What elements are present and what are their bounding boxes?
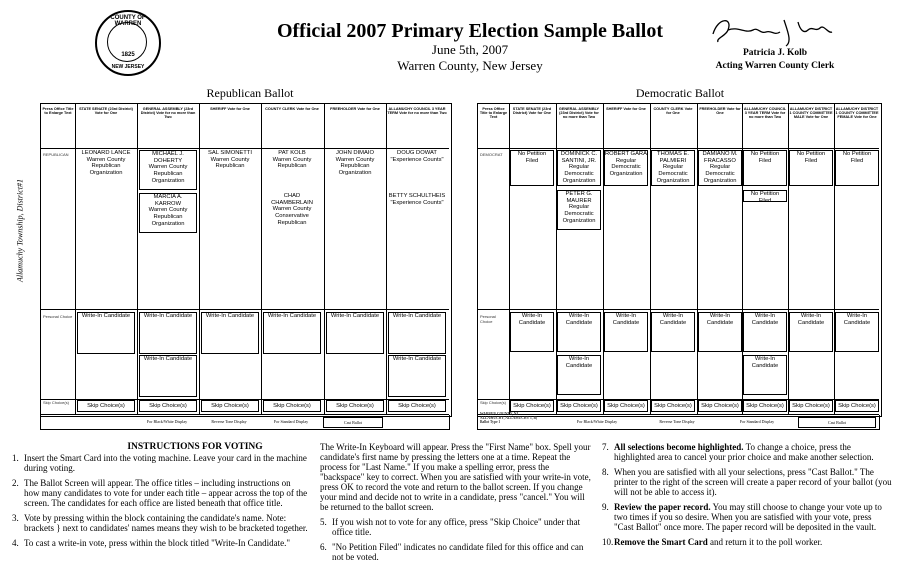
office-header[interactable]: FREEHOLDER Vote for One [330,107,380,111]
candidate-cell[interactable]: No Petition Filed [743,190,787,202]
candidate-cell[interactable]: ROBERT GARA Regular Democratic Organization [604,150,648,186]
instruction-text: "No Petition Filed" indicates no candidate filed for this office and can not be voted. [332,542,584,562]
office-header[interactable]: ALLAMUCHY DISTRICT 1 COUNTY COMMITTEE FEMALE Vote for One [835,107,879,120]
office-header[interactable]: STATE SENATE (23rd District) Vote for One [512,107,552,116]
candidate-cell[interactable]: MICHAEL J. DOHERTY Warren County Republican Organization [139,150,197,190]
skip-choice-button[interactable]: Skip Choice(s) [510,400,554,412]
write-in-button[interactable]: Write-In Candidate [698,312,742,352]
skip-choice-button[interactable]: Skip Choice(s) [557,400,601,412]
instruction-item [602,467,892,497]
instruction-number: 3. [12,513,19,523]
instruction-item [12,513,308,533]
instruction-item [12,453,308,473]
candidate-cell[interactable]: LEONARD LANCE Warren County Republican Organization [77,150,135,190]
write-in-button[interactable]: Write-In Candidate [263,312,321,354]
candidate-cell[interactable]: DAMIANO M. FRACASSO Regular Democratic Organization [698,150,742,186]
instruction-item [602,442,892,462]
instruction-number: 5. [320,517,327,527]
skip-choice-button[interactable]: Skip Choice(s) [139,400,197,412]
instruction-number: 10. [602,537,614,547]
county-name: Warren County, New Jersey [397,58,543,73]
office-header[interactable]: STATE SENATE (23rd District) Vote for One [79,107,133,116]
write-in-button[interactable]: Write-In Candidate [77,312,135,354]
page-title: Official 2007 Primary Election Sample Ballot [276,20,664,42]
office-header[interactable]: ALLAMUCHY COUNCIL 3 YEAR TERM Vote for no more than Two [387,107,447,116]
district-side-label: Allamuchy Township, District#1 [15,178,25,283]
instruction-number: 9. [602,502,609,512]
instruction-text: The Ballot Screen will appear. The office titles – including instructions on how many candidates to vote for under each title – appear across the top of the screen. The candidates for each office are listed beneath that office title. [24,478,308,508]
candidate-cell[interactable]: BETTY SCHULTHEIS "Experience Counts" [388,193,446,233]
party-label: REPUBLICAN [43,152,69,157]
skip-choice-button[interactable]: Skip Choice(s) [326,400,384,412]
instruction-emphasis: All selections become highlighted. [614,442,744,452]
instruction-item [320,542,592,562]
office-header[interactable]: FREEHOLDER Vote for One [699,107,741,116]
democratic-ballot-footer [477,412,880,430]
seal-year: 1825 [121,52,135,58]
seal-ring-top: COUNTY OF WARREN [110,15,146,27]
instruction-item [12,478,308,508]
write-in-button[interactable]: Write-In Candidate [510,312,554,352]
candidate-cell[interactable]: DOMINICK C. SANTINI, JR. Regular Democratic Organization [557,150,601,186]
skip-label: Skip Choice(s) [43,400,70,405]
skip-label: Skip Choice(s) [480,400,507,405]
candidate-cell[interactable]: JOHN DIMAIO Warren County Republican Organization [326,150,384,190]
instruction-text: You may still choose to change your vote up to two times if you so desire. When you are satisfied with your vote, press "Cast Ballot" once more. The paper record will be deposited in the vault. [614,502,882,532]
personal-choice-label: Personal Choice [43,314,73,319]
write-in-button[interactable]: Write-In Candidate [388,355,446,397]
candidate-cell[interactable]: No Petition Filed [743,150,787,186]
office-header[interactable]: ALLAMUCHY COUNCIL 3 YEAR TERM Vote for no more than Two [743,107,787,120]
display-mode-button[interactable]: Reverse Tone Display [211,419,247,424]
candidate-cell[interactable]: No Petition Filed [835,150,879,186]
candidate-cell[interactable]: No Petition Filed [789,150,833,186]
instructions-column-2 [320,442,592,567]
write-in-button[interactable]: Write-In Candidate [201,312,259,354]
instruction-number: 2. [12,478,19,488]
republican-ballot-footer [40,415,450,430]
row-divider [478,309,879,310]
office-header[interactable]: SHERIFF Vote for One [606,107,646,111]
write-in-button[interactable]: Write-In Candidate [743,312,787,352]
display-mode-button[interactable]: For Standard Display [273,419,309,424]
display-mode-button[interactable]: For Black/White Display [576,419,618,424]
column-divider [261,104,262,414]
row-divider [41,148,449,149]
office-header[interactable]: COUNTY CLERK Vote for One [653,107,693,116]
write-in-button[interactable]: Write-In Candidate [557,312,601,352]
write-in-instructions: The Write-In Keyboard will appear. Press the "First Name" box. Spell your candidate's first name by pressing the letters one at a time. Repeat the process for "Last Name." If you make a spelling error, press the "backspace" key to correct. When you are satisfied with your write-in vote, press OK to record the vote and return to the ballot screen. If you change your mind and decide not to write in a candidate, press "cancel." You will be returned to the ballot screen. [320,442,591,512]
instruction-number: 4. [12,538,19,548]
row-divider [478,148,879,149]
instruction-item [602,502,892,532]
write-in-button[interactable]: Write-In Candidate [388,312,446,354]
office-header[interactable]: GENERAL ASSEMBLY (23rd District) Vote for no more than Two [558,107,600,120]
instruction-text: To change a choice, press the highlighted area to cancel your prior choice and make another selection. [614,442,874,462]
instructions-column-3 [602,442,892,552]
candidate-cell[interactable]: PAT KOLB Warren County Republican [263,150,321,190]
display-mode-button[interactable]: For Black/White Display [146,419,188,424]
clerk-signature [708,12,838,50]
candidate-cell[interactable]: THOMAS E. PALMIERI Regular Democratic Organization [651,150,695,186]
instruction-text: To cast a write-in vote, press within the block titled "Write-In Candidate." [24,538,291,548]
display-mode-button[interactable]: Reverse Tone Display [659,419,695,424]
skip-choice-button[interactable]: Skip Choice(s) [604,400,648,412]
personal-choice-label: Personal Choice [480,314,496,324]
skip-choice-button[interactable]: Skip Choice(s) [743,400,787,412]
column-divider [386,104,387,414]
write-in-button[interactable]: Write-In Candidate [651,312,695,352]
instruction-number: 6. [320,542,327,552]
instruction-number: 7. [602,442,609,452]
write-in-button[interactable]: Write-In Candidate [789,312,833,352]
skip-choice-button[interactable]: Skip Choice(s) [789,400,833,412]
office-title-header: Press Office Title to Enlarge Text [42,107,74,116]
ballot-footer-label: WARREN COUNTY, NJ ALLAMUCHY, ALLAMUCHY 1, B) Ballot Type 1 [480,412,538,424]
candidate-cell[interactable]: MARCIA A. KARROW Warren County Republican Organization [139,193,197,233]
column-divider [75,104,76,414]
display-mode-button[interactable]: Cast Ballot [323,417,383,428]
instruction-number: 1. [12,453,19,463]
candidate-cell[interactable]: DOUG DOWAT "Experience Counts" [388,150,446,190]
column-divider [324,104,325,414]
instruction-text: Vote by pressing within the block containing the candidate's name. Note: brackets } next to candidates' names means they wish to be bracketed together. [24,513,308,533]
write-in-button[interactable]: Write-In Candidate [139,312,197,354]
skip-choice-button[interactable]: Skip Choice(s) [698,400,742,412]
office-header[interactable]: COUNTY CLERK Vote for One [265,107,319,111]
instruction-emphasis: Review the paper record. [614,502,711,512]
write-in-button[interactable]: Write-In Candidate [604,312,648,352]
seal-ring-bottom: NEW JERSEY [111,64,145,70]
county-seal [95,10,161,76]
instruction-item [602,537,892,547]
instruction-text: If you wish not to vote for any office, press "Skip Choice" under that office title. [332,517,581,537]
skip-choice-button[interactable]: Skip Choice(s) [388,400,446,412]
election-date: June 5th, 2007 [431,42,509,57]
office-header[interactable]: SHERIFF Vote for One [210,107,250,111]
column-divider [199,104,200,414]
skip-choice-button[interactable]: Skip Choice(s) [263,400,321,412]
row-divider [41,309,449,310]
democratic-ballot-heading: Democratic Ballot [635,86,725,100]
candidate-cell[interactable]: PETER G. MAURER Regular Democratic Organization [557,190,601,230]
instruction-item [320,517,592,537]
write-in-button[interactable]: Write-In Candidate [743,355,787,395]
display-mode-button[interactable]: Cast Ballot [798,417,876,428]
write-in-button[interactable]: Write-In Candidate [139,355,197,397]
instruction-emphasis: Remove the Smart Card [614,537,708,547]
candidate-cell[interactable]: CHAD CHAMBERLAIN Warren County Conservative Republican [263,193,321,233]
democratic-ballot [477,103,882,417]
office-title-header: Press Office Title to Enlarge Text [479,107,508,120]
republican-ballot [40,103,452,417]
instruction-number: 8. [602,467,609,477]
office-header[interactable]: ALLAMUCHY DISTRICT 1 COUNTY COMMITTEE MALE Vote for One [789,107,833,120]
column-divider [137,104,138,414]
instructions-column-1 [12,453,308,553]
candidate-cell[interactable]: No Petition Filed [510,150,554,186]
instruction-text: Insert the Smart Card into the voting machine. Leave your card in the machine during voting. [24,453,307,473]
clerk-name: Patricia J. Kolb [742,48,808,58]
write-in-button[interactable]: Write-In Candidate [326,312,384,354]
republican-ballot-heading: Republican Ballot [206,86,294,100]
office-header[interactable]: GENERAL ASSEMBLY (23rd District) Vote for no more than Two [140,107,196,120]
candidate-cell[interactable]: SAL SIMONETTI Warren County Republican [201,150,259,190]
skip-choice-button[interactable]: Skip Choice(s) [835,400,879,412]
skip-choice-button[interactable]: Skip Choice(s) [201,400,259,412]
instructions-heading: INSTRUCTIONS FOR VOTING [127,442,263,452]
instruction-item [12,538,308,548]
write-in-button[interactable]: Write-In Candidate [835,312,879,352]
party-label: DEMOCRAT [480,152,503,157]
clerk-title: Acting Warren County Clerk [715,61,835,71]
instruction-text: and return it to the poll worker. [707,537,823,547]
instruction-text: When you are satisfied with all your selections, press "Cast Ballot." The printer to the right of the screen will create a paper record of your ballot (you will not be able to access it). [614,467,892,497]
skip-choice-button[interactable]: Skip Choice(s) [651,400,695,412]
display-mode-button[interactable]: For Standard Display [739,419,775,424]
write-in-button[interactable]: Write-In Candidate [557,355,601,395]
skip-choice-button[interactable]: Skip Choice(s) [77,400,135,412]
